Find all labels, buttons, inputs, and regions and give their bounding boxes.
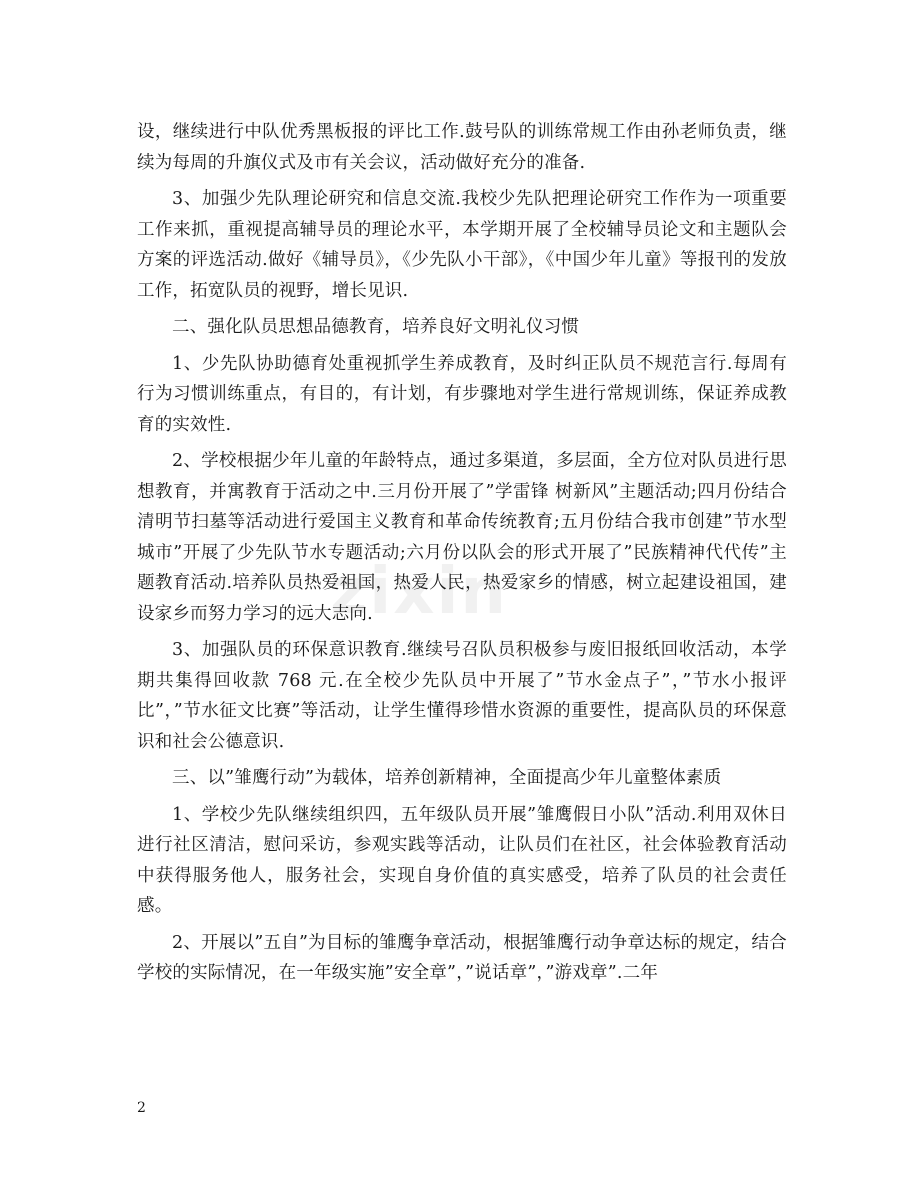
- paragraph-6: 3、加强队员的环保意识教育.继续号召队员积极参与废旧报纸回收活动，本学期共集得回收款 768 元.在全校少先队员中开展了”节水金点子”，”节水小报评比”，”节水征文比赛”等活动，让学生懂得珍惜水资源的重要性，提高队员的环保意识和社会公德意识.: [137, 640, 787, 752]
- watermark: zixin: [330, 555, 508, 629]
- section-heading-3: 三、以”雏鹰行动”为载体，培养创新精神，全面提高少年儿童整体素质: [172, 768, 722, 788]
- paragraph-5: 2、学校根据少年儿童的年龄特点，通过多渠道，多层面，全方位对队员进行思想教育，并寓教育于活动之中.三月份开展了”学雷锋 树新风”主题活动;四月份结合清明节扫墓等活动进行爱国主义教育和革命传统教育;五月份结合我市创建”节水型城市”开展了少先队节水专题活动;六月份以队会的形式开展了”民族精神代代传”主题教育活动.培养队员热爱祖国，热爱人民，热爱家乡的情感，树立起建设祖国，建设家乡而努力学习的远大志向.: [137, 451, 787, 624]
- paragraph-8: 1、学校少先队继续组织四，五年级队员开展”雏鹰假日小队”活动.利用双休日进行社区清洁，慰问采访，参观实践等活动，让队员们在社区，社会体验教育活动中获得服务他人，服务社会，实现自身价值的真实感受，培养了队员的社会责任感。: [137, 804, 787, 916]
- section-heading-2: 二、强化队员思想品德教育，培养良好文明礼仪习惯: [172, 317, 580, 337]
- body-text: [137, 117, 787, 995]
- paragraph-4: 1、少先队协助德育处重视抓学生养成教育，及时纠正队员不规范言行.每周有行为习惯训练重点，有目的，有计划，有步骤地对学生进行常规训练，保证养成教育的实效性.: [137, 353, 787, 435]
- paragraph-9: 2、开展以”五自”为目标的雏鹰争章活动，根据雏鹰行动争章达标的规定，结合学校的实际情况，在一年级实施”安全章”，”说话章”，”游戏章”.二年: [137, 932, 787, 983]
- page-number: 2: [137, 1100, 146, 1116]
- paragraph-1: 设，继续进行中队优秀黑板报的评比工作.鼓号队的训练常规工作由孙老师负责，继续为每周的升旗仪式及市有关会议，活动做好充分的准备.: [137, 122, 787, 173]
- paragraph-2: 3、加强少先队理论研究和信息交流.我校少先队把理论研究工作作为一项重要工作来抓，重视提高辅导员的理论水平，本学期开展了全校辅导员论文和主题队会方案的评选活动.做好《辅导员》，《少先队小干部》，《中国少年儿童》等报刊的发放工作，拓宽队员的视野，增长见识.: [137, 189, 787, 301]
